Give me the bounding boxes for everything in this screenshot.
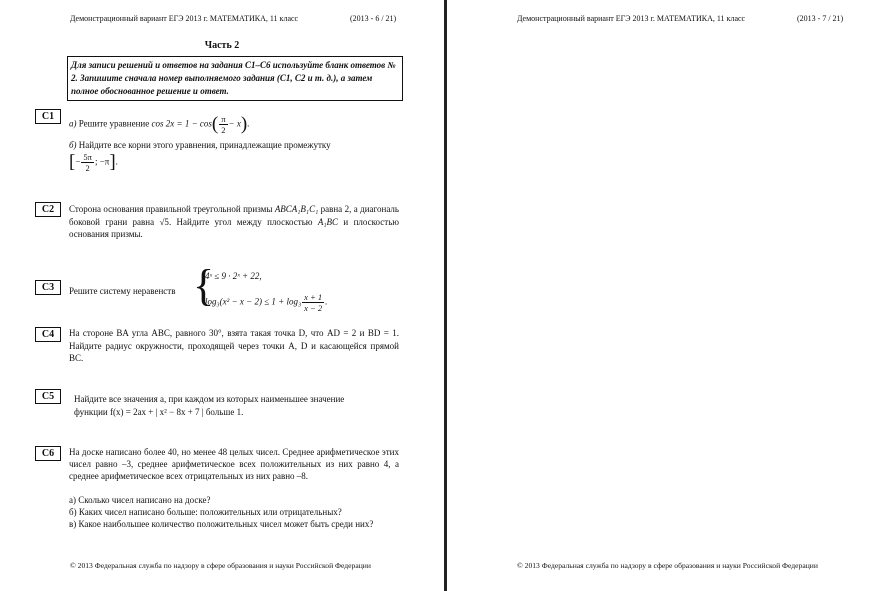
- header-title: Демонстрационный вариант ЕГЭ 2013 г. МАТЕМАТИКА, 11 класс: [70, 14, 299, 23]
- task-c6-question-a: а) Сколько чисел написано на доске?: [69, 495, 211, 505]
- c3-frac-num: x + 1: [304, 292, 323, 302]
- task-label-c3: C3: [35, 280, 61, 295]
- c1-a-fraction: [219, 114, 227, 135]
- c1-b-frac-den: 2: [85, 163, 90, 173]
- c3-frac-den: x − 2: [304, 303, 323, 313]
- page-right: [447, 0, 888, 591]
- c2-text-3: . Найдите угол между плоскостью: [168, 216, 313, 227]
- c1-a-text: Решите уравнение: [78, 118, 150, 129]
- task-c6-question-b: б) Каких чисел написано больше: положительных или отрицательных?: [69, 507, 342, 517]
- task-c2-text: [69, 203, 399, 241]
- c1-a-formula-left: cos 2x = 1 − cos: [151, 118, 212, 129]
- footer-copyright: © 2013 Федеральная служба по надзору в сфере образования и науки Российской Федерации: [70, 561, 371, 570]
- part-title: Часть 2: [204, 40, 240, 51]
- header-title-right: Демонстрационный вариант ЕГЭ 2013 г. МАТЕМАТИКА, 11 класс: [517, 14, 746, 23]
- task-c1-part-b: [69, 139, 399, 152]
- c3-inequality-2: log₃(x² − x − 2) ≤ 1 + log₃ $\frac{x + 1}{x - 2}$ .: [205, 292, 328, 313]
- c1-b-frac-num: 5π: [83, 152, 92, 162]
- c2-prism: ABCA₁B₁C₁: [274, 204, 319, 214]
- task-c1-part-a: а) Решите уравнение cos 2x = 1 − cos( $\frac{\pi}{2}$ − x).: [69, 113, 250, 135]
- c2-plane: A₁BC: [317, 216, 339, 227]
- task-label-c1: C1: [35, 109, 61, 124]
- instruction-box: Для записи решений и ответов на задания C1–C6 используйте бланк ответов № 2. Запишите сначала номер выполняемого задания (C1, C2 и т. д.), а затем полное обоснованное решение и ответ.: [67, 56, 403, 101]
- c1-b-interval-end: ; −π: [94, 156, 110, 167]
- task-c3-text: Решите систему неравенств: [69, 286, 176, 296]
- c1-a-prefix: а): [69, 118, 77, 129]
- c1-a-frac-den: 2: [221, 125, 226, 135]
- c3-system: [193, 261, 393, 314]
- c1-a-frac-num: π: [221, 114, 226, 124]
- open-bracket: [: [69, 151, 76, 173]
- task-c4-text: На стороне BA угла ABC, равного 30°, взята такая точка D, что AD = 2 и BD = 1. Найдите радиус окружности, проходящей через точки A, D и касающейся прямой BC.: [69, 328, 399, 363]
- task-label-c5: C5: [35, 389, 61, 404]
- task-label-c4: C4: [35, 327, 61, 342]
- c1-b-fraction: [81, 152, 94, 173]
- c2-text-2: равна 2, а диагональ боковой грани равна: [69, 204, 400, 227]
- task-c6-text: На доске написано более 40, но менее 48 целых чисел. Среднее арифметическое этих чисел равно –3, среднее арифметическое всех положительных из них равно 4, а среднее арифметическое всех отрицательных из них равно –8.: [69, 447, 399, 481]
- header-page-number-right: (2013 - 7 / 21): [797, 14, 844, 23]
- header-page-number: (2013 - 6 / 21): [350, 14, 397, 23]
- c3-inequality-1: 4ˣ ≤ 9 · 2ˣ + 22,: [205, 271, 262, 281]
- c2-sqrt: √5: [159, 216, 169, 227]
- c3-fraction: [302, 292, 324, 313]
- task-c5-text-2: функции f(x) = 2ax + | x² − 8x + 7 | больше 1.: [74, 407, 244, 417]
- c2-text-4: и плоскостью основания призмы.: [69, 216, 400, 239]
- task-c6-question-c: в) Какое наибольшее количество положительных чисел может быть среди них?: [69, 519, 374, 529]
- open-paren: (: [211, 113, 219, 135]
- task-label-c6: C6: [35, 446, 61, 461]
- close-paren: ): [240, 113, 248, 135]
- c3-brace: {: [193, 261, 215, 310]
- c1-b-text: Найдите все корни этого уравнения, принадлежащие промежутку: [78, 140, 331, 150]
- c1-b-prefix: б): [69, 140, 77, 150]
- footer-copyright-right: © 2013 Федеральная служба по надзору в сфере образования и науки Российской Федерации: [517, 561, 818, 570]
- task-c1-interval: [− $\frac{5\pi}{2}$ ; −π].: [69, 151, 118, 173]
- c1-a-formula-right: − x: [228, 118, 241, 129]
- task-c5-text-1: Найдите все значения a, при каждом из которых наименьшее значение: [74, 394, 345, 404]
- task-label-c2: C2: [35, 202, 61, 217]
- c3-ineq2-left: log₃(x² − x − 2) ≤ 1 + log₃: [205, 296, 302, 307]
- c2-text-1: Сторона основания правильной треугольной призмы: [69, 204, 273, 214]
- close-bracket: ]: [109, 151, 116, 173]
